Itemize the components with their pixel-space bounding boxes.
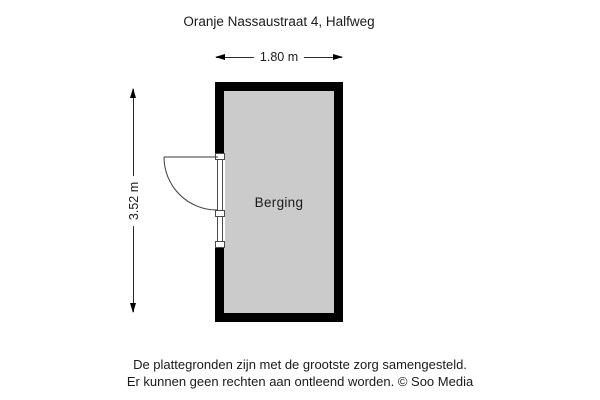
arrow-left-icon (215, 54, 225, 60)
arrow-up-icon (130, 88, 136, 98)
footer-disclaimer (0, 357, 600, 390)
width-dimension-label: 1.80 m (254, 50, 304, 64)
arrow-down-icon (130, 303, 136, 313)
footer-line2: Er kunnen geen rechten aan ontleend worden. © Soo Media (126, 373, 474, 389)
arrow-right-icon (333, 54, 343, 60)
room-label: Berging (254, 194, 304, 210)
width-dimension (215, 50, 343, 65)
door-jamb (215, 241, 225, 248)
door-swing-icon (160, 150, 230, 215)
floorplan-title: Oranje Nassaustraat 4, Halfweg (183, 14, 375, 29)
footer-line1: De plattegronden zijn met de grootste zorg samengesteld. (133, 357, 467, 372)
room-berging (215, 82, 343, 322)
height-dimension-label: 3.52 m (127, 175, 141, 225)
height-dimension (126, 88, 142, 313)
